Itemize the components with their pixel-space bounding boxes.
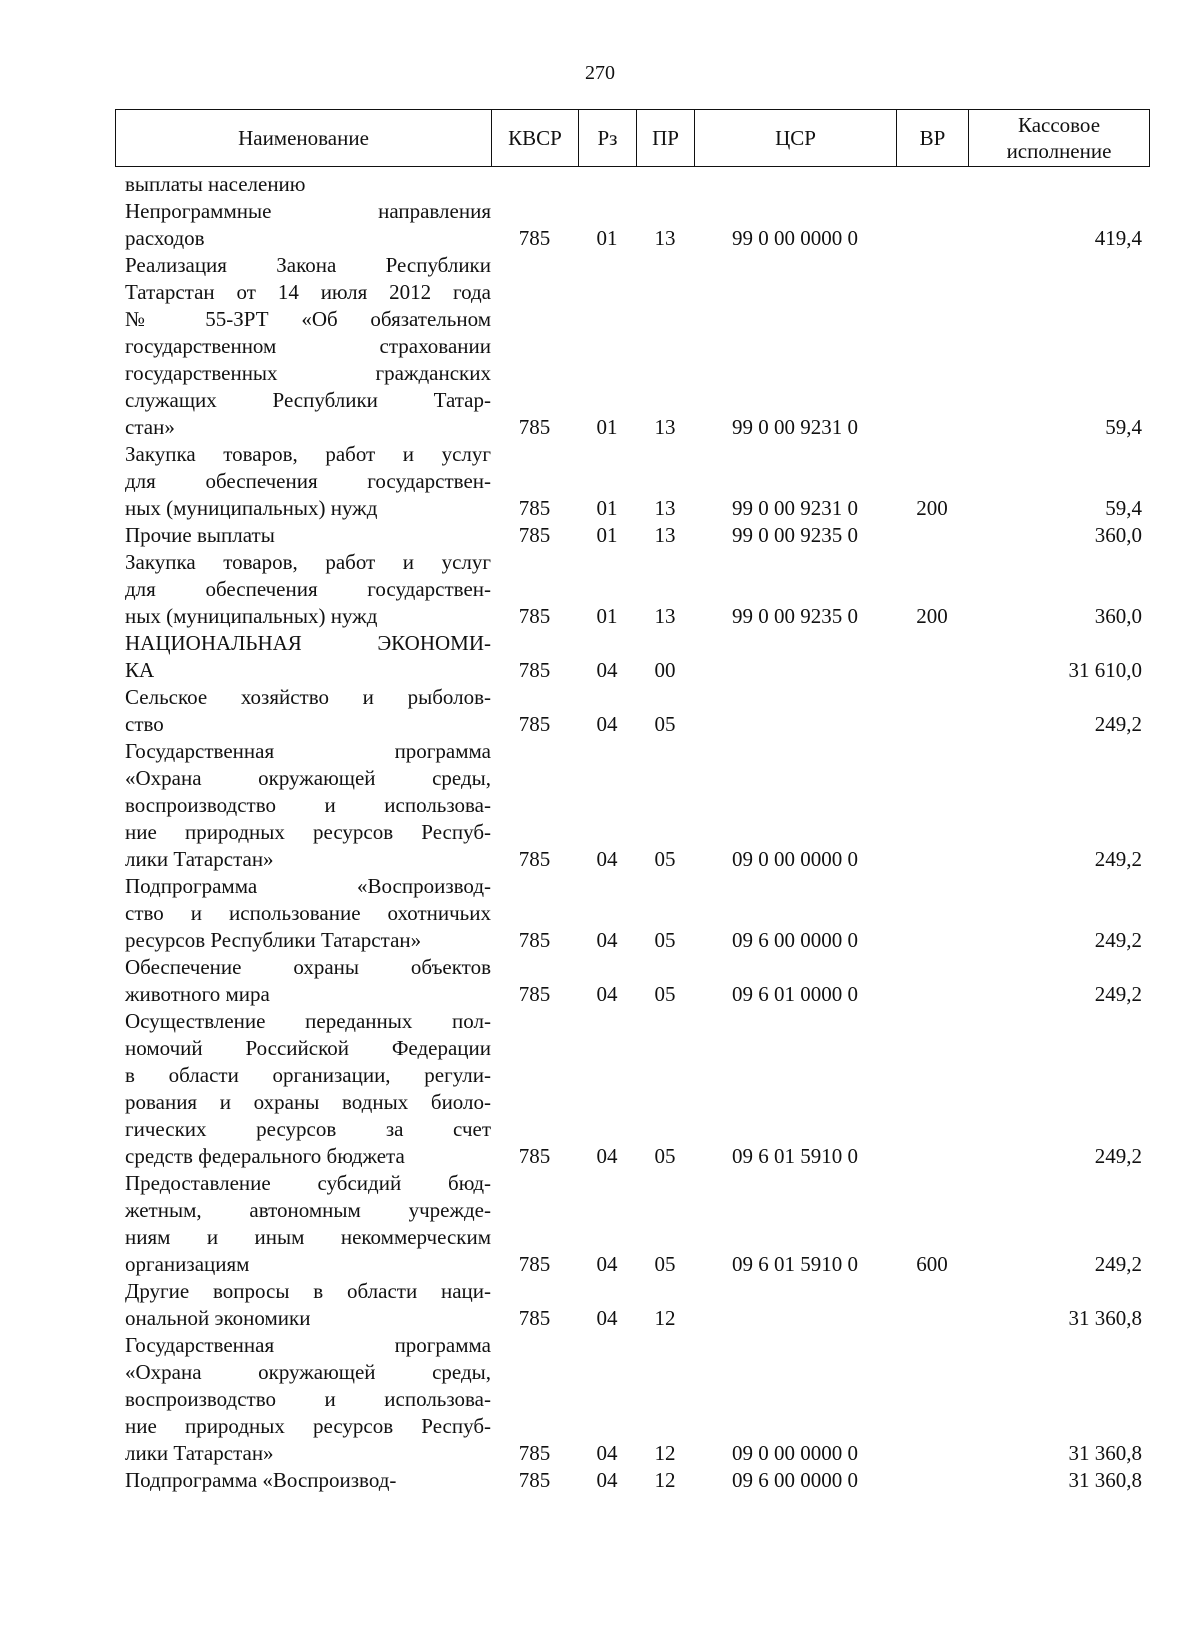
row-kassovoe: 249,2 — [1094, 1252, 1142, 1276]
row-name — [115, 954, 491, 1008]
row-name-line: рования и охраны водных биоло- — [125, 1090, 491, 1114]
row-name — [115, 171, 491, 198]
row-kvsr: 785 — [518, 1306, 551, 1330]
table-row — [115, 630, 1150, 684]
row-pr: 12 — [654, 1441, 676, 1465]
row-name-line: ство и использование охотничьих — [125, 901, 491, 925]
table-row — [115, 954, 1150, 1008]
header-kass-line1: Кассовое — [1017, 113, 1101, 137]
row-rz: 01 — [596, 415, 618, 439]
row-name-line: для обеспечения государствен- — [125, 577, 491, 601]
row-csr: 99 0 00 9235 0 — [732, 604, 858, 628]
row-name — [115, 441, 491, 522]
row-name-line: ных (муниципальных) нужд — [125, 604, 378, 628]
table-row — [115, 549, 1150, 630]
table-body — [115, 171, 1150, 1494]
row-kvsr: 785 — [518, 1441, 551, 1465]
row-name-line: государственном страховании — [125, 334, 491, 358]
header-pr: ПР — [637, 110, 695, 166]
row-name — [115, 738, 491, 873]
row-rz: 04 — [596, 658, 618, 682]
table-row — [115, 198, 1150, 252]
table-row — [115, 441, 1150, 522]
row-csr: 99 0 00 9235 0 — [732, 523, 858, 547]
row-name-line: организациям — [125, 1252, 250, 1276]
row-rz: 04 — [596, 1306, 618, 1330]
row-name-line: ние природных ресурсов Респуб- — [125, 820, 491, 844]
row-name-line: гических ресурсов за счет — [125, 1117, 491, 1141]
row-name-line: Осуществление переданных пол- — [125, 1009, 491, 1033]
row-name-line: воспроизводство и использова- — [125, 793, 491, 817]
header-csr: ЦСР — [695, 110, 897, 166]
row-name-line: жетным, автономным учрежде- — [125, 1198, 491, 1222]
row-name — [115, 873, 491, 954]
row-pr: 05 — [654, 712, 676, 736]
row-kvsr: 785 — [518, 658, 551, 682]
row-kassovoe: 59,4 — [1105, 496, 1142, 520]
row-kvsr: 785 — [518, 226, 551, 250]
row-name-line: Другие вопросы в области наци- — [125, 1279, 491, 1303]
row-pr: 13 — [654, 226, 676, 250]
row-name — [115, 1008, 491, 1170]
row-rz: 04 — [596, 847, 618, 871]
row-name-line: Татарстан от 14 июля 2012 года — [125, 280, 491, 304]
row-name-line: воспроизводство и использова- — [125, 1387, 491, 1411]
row-pr: 12 — [654, 1468, 676, 1492]
row-name-line: Государственная программа — [125, 739, 491, 763]
row-rz: 01 — [596, 496, 618, 520]
row-name — [115, 630, 491, 684]
row-rz: 04 — [596, 928, 618, 952]
row-kvsr: 785 — [518, 1144, 551, 1168]
row-name-line: Государственная программа — [125, 1333, 491, 1357]
row-name-line: животного мира — [125, 982, 270, 1006]
row-kassovoe: 360,0 — [1094, 523, 1142, 547]
row-name-line: «Охрана окружающей среды, — [125, 766, 491, 790]
row-name — [115, 1278, 491, 1332]
row-name-line: для обеспечения государствен- — [125, 469, 491, 493]
row-name-line: ниям и иным некоммерческим — [125, 1225, 491, 1249]
table-row — [115, 252, 1150, 441]
table-row — [115, 1467, 1150, 1494]
row-pr: 05 — [654, 1252, 676, 1276]
row-name-line: Подпрограмма «Воспроизвод- — [125, 874, 491, 898]
row-csr: 09 6 01 5910 0 — [732, 1144, 858, 1168]
row-kvsr: 785 — [518, 847, 551, 871]
row-name-line: расходов — [125, 226, 205, 250]
row-kassovoe: 31 610,0 — [1068, 658, 1142, 682]
row-name-line: Реализация Закона Республики — [125, 253, 491, 277]
row-name-line: лики Татарстан» — [125, 1441, 274, 1465]
header-kassovoe — [969, 110, 1149, 166]
row-csr: 09 6 00 0000 0 — [732, 928, 858, 952]
header-kass-line2: исполнение — [1006, 139, 1112, 163]
row-rz: 04 — [596, 1441, 618, 1465]
row-name — [115, 1467, 491, 1494]
row-pr: 13 — [654, 523, 676, 547]
table-row — [115, 171, 1150, 198]
row-name-line: лики Татарстан» — [125, 847, 274, 871]
row-name-line: № 55-ЗРТ «Об обязательном — [125, 307, 491, 331]
row-rz: 04 — [596, 1144, 618, 1168]
row-name-line: Закупка товаров, работ и услуг — [125, 550, 491, 574]
row-pr: 13 — [654, 604, 676, 628]
header-kvsr: КВСР — [492, 110, 579, 166]
row-name-line: ние природных ресурсов Респуб- — [125, 1414, 491, 1438]
row-name — [115, 1332, 491, 1467]
row-name — [115, 1170, 491, 1278]
row-rz: 04 — [596, 982, 618, 1006]
row-kassovoe: 249,2 — [1094, 1144, 1142, 1168]
row-csr: 09 0 00 0000 0 — [732, 847, 858, 871]
row-rz: 04 — [596, 712, 618, 736]
row-rz: 04 — [596, 1252, 618, 1276]
row-csr: 09 6 00 0000 0 — [732, 1468, 858, 1492]
row-kassovoe: 31 360,8 — [1068, 1441, 1142, 1465]
row-csr: 09 6 01 5910 0 — [732, 1252, 858, 1276]
row-kassovoe: 31 360,8 — [1068, 1468, 1142, 1492]
row-kvsr: 785 — [518, 604, 551, 628]
row-name — [115, 684, 491, 738]
row-name-line: КА — [125, 658, 155, 682]
row-name-line: Обеспечение охраны объектов — [125, 955, 491, 979]
row-kassovoe: 59,4 — [1105, 415, 1142, 439]
row-name-line: государственных гражданских — [125, 361, 491, 385]
row-name-line: стан» — [125, 415, 175, 439]
row-csr: 99 0 00 0000 0 — [732, 226, 858, 250]
table-row — [115, 1008, 1150, 1170]
table-row — [115, 873, 1150, 954]
row-name-line: «Охрана окружающей среды, — [125, 1360, 491, 1384]
table-row — [115, 522, 1150, 549]
row-kvsr: 785 — [518, 928, 551, 952]
row-kassovoe: 419,4 — [1094, 226, 1142, 250]
row-kvsr: 785 — [518, 496, 551, 520]
row-pr: 05 — [654, 1144, 676, 1168]
row-kassovoe: 360,0 — [1094, 604, 1142, 628]
row-name-line: служащих Республики Татар- — [125, 388, 491, 412]
row-kvsr: 785 — [518, 1468, 551, 1492]
table-row — [115, 1332, 1150, 1467]
row-rz: 01 — [596, 226, 618, 250]
row-pr: 13 — [654, 415, 676, 439]
row-csr: 99 0 00 9231 0 — [732, 496, 858, 520]
row-name — [115, 198, 491, 252]
row-name-line: Непрограммные направления — [125, 199, 491, 223]
row-kassovoe: 249,2 — [1094, 928, 1142, 952]
table-row — [115, 684, 1150, 738]
row-name-line: выплаты населению — [125, 172, 306, 196]
row-kvsr: 785 — [518, 415, 551, 439]
row-pr: 00 — [654, 658, 676, 682]
row-kassovoe: 249,2 — [1094, 982, 1142, 1006]
row-name-line: ство — [125, 712, 164, 736]
row-kvsr: 785 — [518, 982, 551, 1006]
row-vr: 200 — [916, 604, 948, 628]
table-row — [115, 1170, 1150, 1278]
row-pr: 05 — [654, 847, 676, 871]
row-name-line: Предоставление субсидий бюд- — [125, 1171, 491, 1195]
row-pr: 12 — [654, 1306, 676, 1330]
row-pr: 05 — [654, 982, 676, 1006]
row-name-line: Закупка товаров, работ и услуг — [125, 442, 491, 466]
header-name: Наименование — [116, 110, 492, 166]
row-rz: 01 — [596, 604, 618, 628]
row-name — [115, 252, 491, 441]
row-csr: 09 0 00 0000 0 — [732, 1441, 858, 1465]
row-vr: 600 — [916, 1252, 948, 1276]
row-name — [115, 522, 491, 549]
header-rz: Рз — [579, 110, 637, 166]
row-rz: 04 — [596, 1468, 618, 1492]
row-name-line: НАЦИОНАЛЬНАЯ ЭКОНОМИ- — [125, 631, 491, 655]
row-kvsr: 785 — [518, 523, 551, 547]
row-name-line: ных (муниципальных) нужд — [125, 496, 378, 520]
row-name-line: средств федерального бюджета — [125, 1144, 405, 1168]
row-name-line: Подпрограмма «Воспроизвод- — [125, 1468, 397, 1492]
row-rz: 01 — [596, 523, 618, 547]
row-name — [115, 549, 491, 630]
row-name-line: Прочие выплаты — [125, 523, 275, 547]
row-csr: 09 6 01 0000 0 — [732, 982, 858, 1006]
row-name-line: ональной экономики — [125, 1306, 311, 1330]
table-header — [115, 109, 1150, 167]
row-kvsr: 785 — [518, 712, 551, 736]
row-vr: 200 — [916, 496, 948, 520]
row-csr: 99 0 00 9231 0 — [732, 415, 858, 439]
row-kassovoe: 249,2 — [1094, 847, 1142, 871]
row-pr: 05 — [654, 928, 676, 952]
row-name-line: ресурсов Республики Татарстан» — [125, 928, 422, 952]
row-name-line: Сельское хозяйство и рыболов- — [125, 685, 491, 709]
row-name-line: в области организации, регули- — [125, 1063, 491, 1087]
row-kvsr: 785 — [518, 1252, 551, 1276]
header-vr: ВР — [897, 110, 969, 166]
row-kassovoe: 249,2 — [1094, 712, 1142, 736]
row-pr: 13 — [654, 496, 676, 520]
page-number: 270 — [585, 62, 615, 84]
table-row — [115, 1278, 1150, 1332]
row-kassovoe: 31 360,8 — [1068, 1306, 1142, 1330]
table-row — [115, 738, 1150, 873]
row-name-line: номочий Российской Федерации — [125, 1036, 491, 1060]
